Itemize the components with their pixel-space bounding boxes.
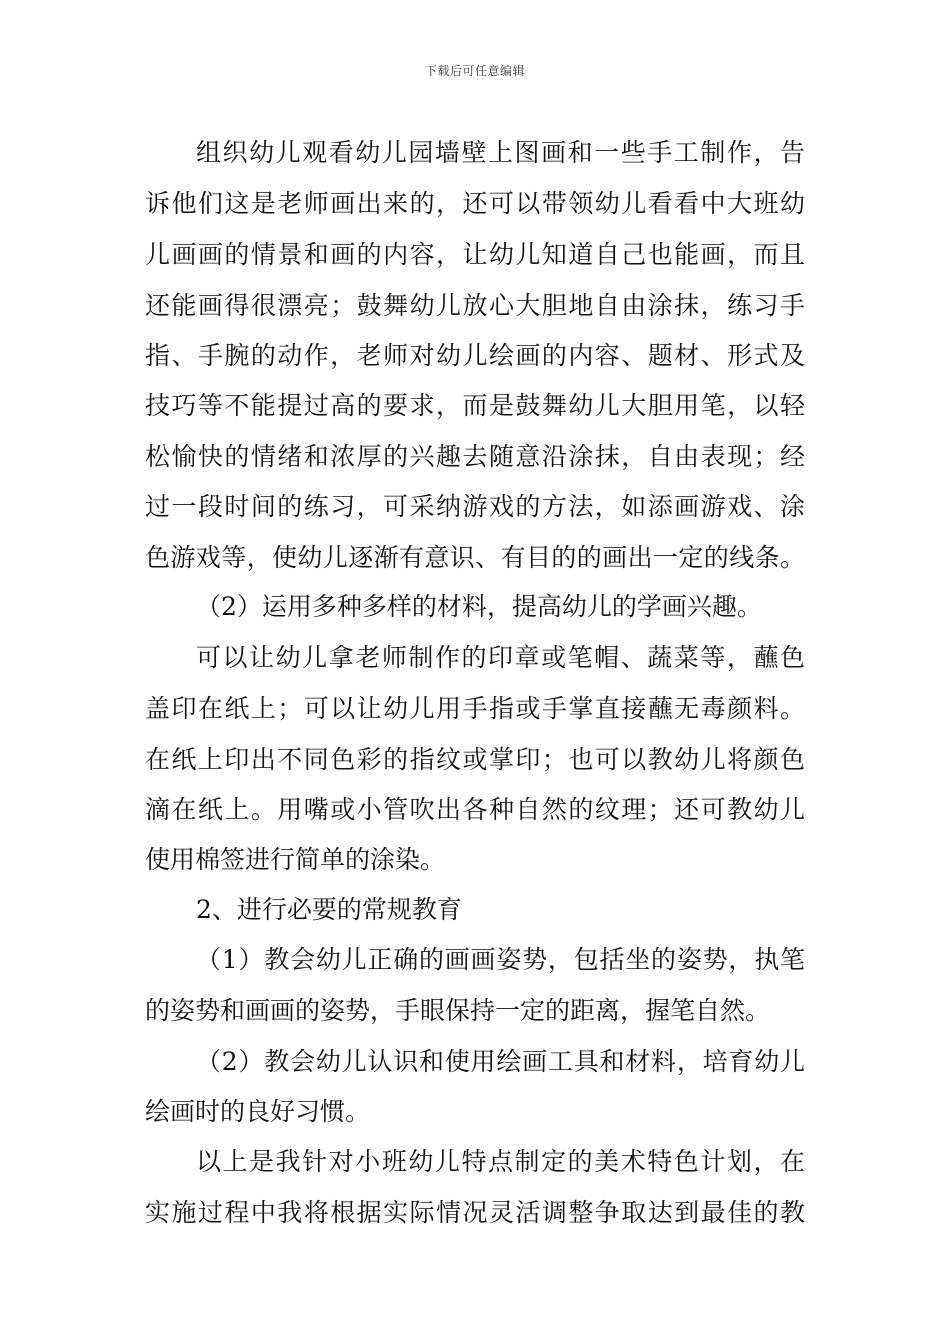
page-header: 下载后可任意编辑 [424,64,525,78]
sub-heading: （2）运用多种多样的材料，提高幼儿的学画兴趣。 [196,592,762,621]
paragraph-line: 组织幼儿观看幼儿园墙壁上图画和一些手工制作，告 [196,138,805,167]
paragraph-line: （1）教会幼儿正确的画画姿势，包括坐的姿势，执笔 [196,945,805,974]
paragraph-line: 诉他们这是老师画出来的，还可以带领幼儿看看中大班幼 [145,189,805,218]
paragraph-line: 滴在纸上。用嘴或小管吹出各种自然的纹理；还可教幼儿 [145,795,805,824]
paragraph-line: 在纸上印出不同色彩的指纹或掌印；也可以教幼儿将颜色 [145,745,805,774]
paragraph-line: 使用棉签进行简单的涂染。 [145,845,446,874]
paragraph-line: 色游戏等，使幼儿逐渐有意识、有目的的画出一定的线条。 [145,543,805,572]
paragraph-line: 技巧等不能提过高的要求，而是鼓舞幼儿大胆用笔，以轻 [145,391,805,420]
paragraph-line: 指、手腕的动作，老师对幼儿绘画的内容、题材、形式及 [145,341,805,370]
paragraph-line: 可以让幼儿拿老师制作的印章或笔帽、蔬菜等，蘸色 [196,643,805,672]
paragraph-line: 以上是我针对小班幼儿特点制定的美术特色计划，在 [196,1147,805,1176]
section-heading: 2、进行必要的常规教育 [196,895,462,924]
paragraph-line: 还能画得很漂亮；鼓舞幼儿放心大胆地自由涂抹，练习手 [145,291,805,320]
paragraph-line: 盖印在纸上；可以让幼儿用手指或手掌直接蘸无毒颜料。 [145,694,805,723]
paragraph-line: 过一段时间的练习，可采纳游戏的方法，如添画游戏、涂 [145,492,805,521]
paragraph-line: 儿画画的情景和画的内容，让幼儿知道自己也能画，而且 [145,240,805,269]
paragraph-line: 绘画时的良好习惯。 [145,1097,371,1126]
paragraph-line: （2）教会幼儿认识和使用绘画工具和材料，培育幼儿 [196,1047,805,1076]
paragraph-line: 的姿势和画画的姿势，手眼保持一定的距离，握笔自然。 [145,996,771,1025]
paragraph-line: 松愉快的情绪和浓厚的兴趣去随意沿涂抹，自由表现；经 [145,442,805,471]
paragraph-line: 实施过程中我将根据实际情况灵活调整争取达到最佳的教 [145,1198,805,1227]
